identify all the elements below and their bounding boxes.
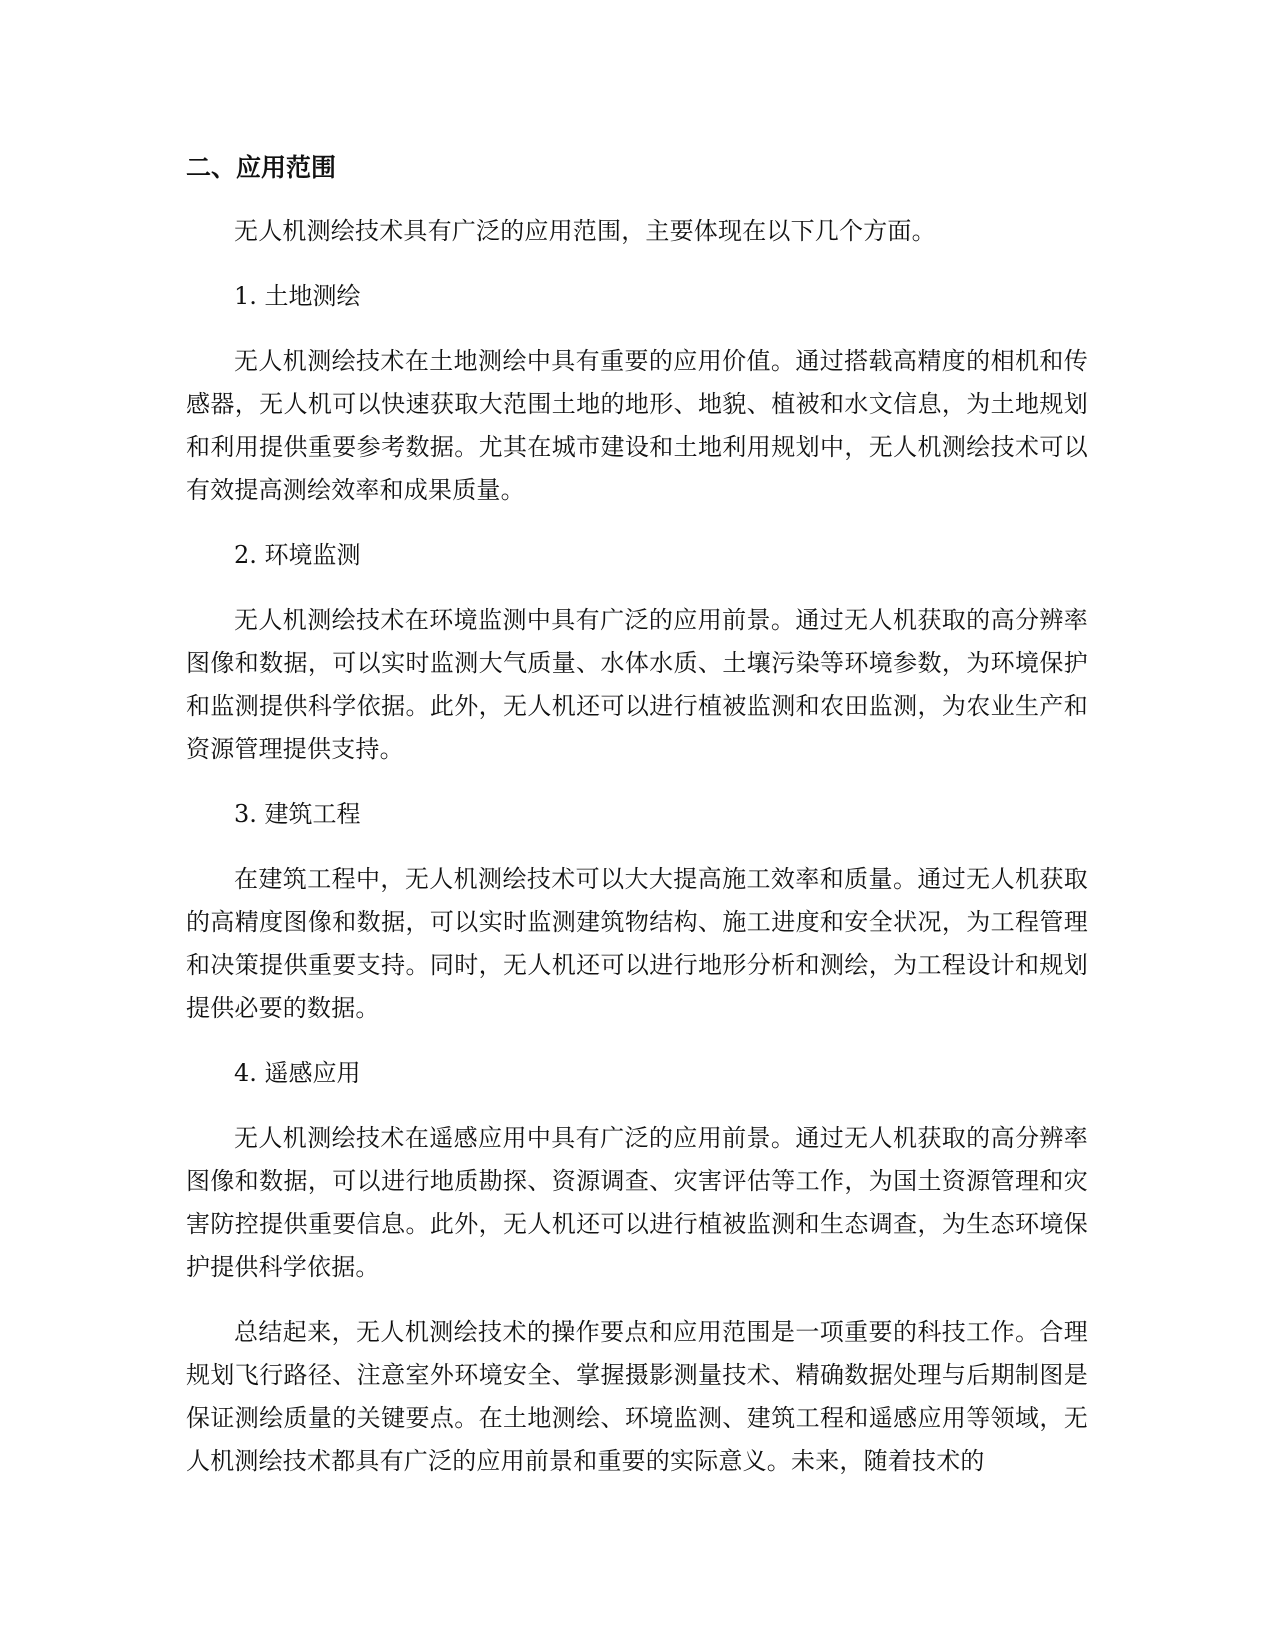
paragraph-environment-monitoring: 无人机测绘技术在环境监测中具有广泛的应用前景。通过无人机获取的高分辨率图像和数据，可以实时监测大气质量、水体水质、土壤污染等环境参数，为环境保护和监测提供科学依据。此外，无人机还可以进行植被监测和农田监测，为农业生产和资源管理提供支持。 (186, 606, 1088, 763)
conclusion-paragraph: 总结起来，无人机测绘技术的操作要点和应用范围是一项重要的科技工作。合理规划飞行路径、注意室外环境安全、掌握摄影测量技术、精确数据处理与后期制图是保证测绘质量的关键要点。在土地测绘、环境监测、建筑工程和遥感应用等领域，无人机测绘技术都具有广泛的应用前景和重要的实际意义。未来，随着技术的 (186, 1318, 1088, 1475)
section-heading: 二、应用范围 (186, 153, 337, 182)
paragraph-construction: 在建筑工程中，无人机测绘技术可以大大提高施工效率和质量。通过无人机获取的高精度图像和数据，可以实时监测建筑物结构、施工进度和安全状况，为工程管理和决策提供重要支持。同时，无人机还可以进行地形分析和测绘，为工程设计和规划提供必要的数据。 (186, 865, 1088, 1022)
subsection-title-remote-sensing: 4. 遥感应用 (234, 1059, 361, 1087)
intro-paragraph: 无人机测绘技术具有广泛的应用范围，主要体现在以下几个方面。 (234, 217, 936, 245)
document-page (186, 148, 1088, 1505)
subsection-title-land-survey: 1. 土地测绘 (234, 282, 361, 310)
subsection-title-construction: 3. 建筑工程 (234, 800, 361, 828)
paragraph-remote-sensing: 无人机测绘技术在遥感应用中具有广泛的应用前景。通过无人机获取的高分辨率图像和数据，可以进行地质勘探、资源调查、灾害评估等工作，为国土资源管理和灾害防控提供重要信息。此外，无人机还可以进行植被监测和生态调查，为生态环境保护提供科学依据。 (186, 1124, 1088, 1281)
subsection-title-environment-monitoring: 2. 环境监测 (234, 541, 361, 569)
paragraph-land-survey: 无人机测绘技术在土地测绘中具有重要的应用价值。通过搭载高精度的相机和传感器，无人机可以快速获取大范围土地的地形、地貌、植被和水文信息，为土地规划和利用提供重要参考数据。尤其在城市建设和土地利用规划中，无人机测绘技术可以有效提高测绘效率和成果质量。 (186, 347, 1088, 504)
